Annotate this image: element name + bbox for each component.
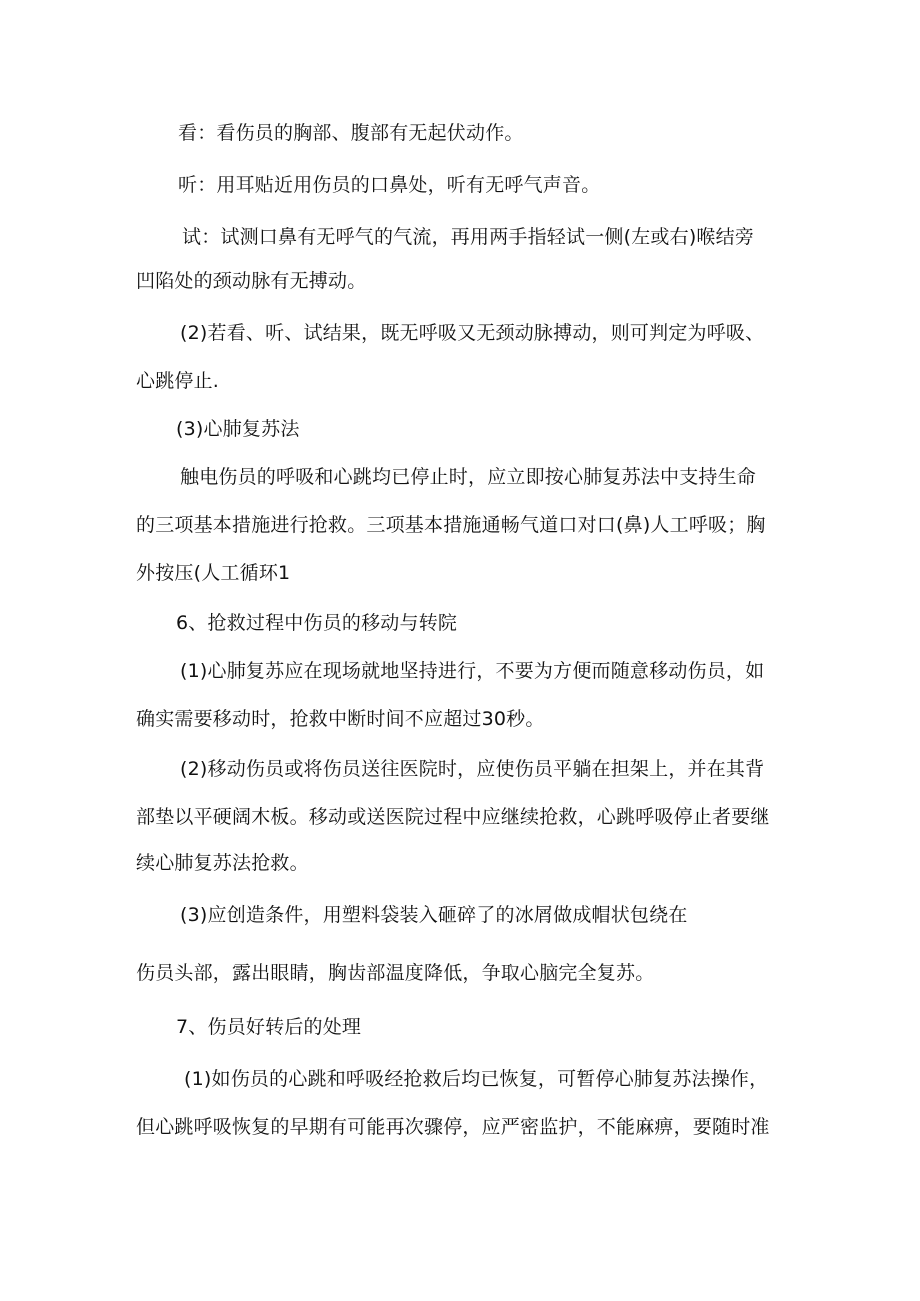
paragraph-line: 伤员头部，露出眼睛，胸齿部温度降低，争取心脑完全复苏。 — [136, 962, 655, 984]
paragraph-line: 触电伤员的呼吸和心跳均已停止时，应立即按心肺复苏法中支持生命 — [180, 466, 757, 488]
section-heading: (3)心肺复苏法 — [176, 418, 300, 440]
section-heading: 7、伤员好转后的处理 — [176, 1016, 362, 1038]
paragraph-line: (1)心肺复苏应在现场就地坚持进行，不要为方便而随意移动伤员，如 — [180, 660, 765, 682]
paragraph-line: 听：用耳贴近用伤员的口鼻处，听有无呼气声音。 — [178, 174, 601, 196]
paragraph-line: 外按压(人工循环1 — [136, 562, 291, 584]
paragraph-line: 心跳停止. — [136, 370, 220, 392]
paragraph-line: 凹陷处的颈动脉有无搏动。 — [136, 270, 367, 292]
section-heading: 6、抢救过程中伤员的移动与转院 — [176, 612, 458, 634]
paragraph-line: 部垫以平硬阔木板。移动或送医院过程中应继续抢救，心跳呼吸停止者要继 — [136, 806, 770, 828]
paragraph-line: (1)如伤员的心跳和呼吸经抢救后均已恢复，可暂停心肺复苏法操作， — [184, 1068, 769, 1090]
paragraph-line: 续心肺复苏法抢救。 — [136, 852, 309, 874]
paragraph-line: (3)应创造条件，用塑料袋装入砸碎了的冰屑做成帽状包绕在 — [180, 904, 688, 926]
paragraph-line: 确实需要移动时，抢救中断时间不应超过30秒。 — [136, 708, 545, 730]
paragraph-line: 但心跳呼吸恢复的早期有可能再次骤停，应严密监护，不能麻痹，要随时准 — [136, 1116, 770, 1138]
paragraph-line: 的三项基本措施进行抢救。三项基本措施通畅气道口对口(鼻)人工呼吸；胸 — [136, 514, 766, 536]
paragraph-line: 看：看伤员的胸部、腹部有无起伏动作。 — [178, 122, 524, 144]
paragraph-line: (2)若看、听、试结果，既无呼吸又无颈动脉搏动，则可判定为呼吸、 — [180, 322, 765, 344]
paragraph-line: (2)移动伤员或将伤员送往医院时，应使伤员平躺在担架上，并在其背 — [180, 758, 765, 780]
paragraph-line: 试：试测口鼻有无呼气的气流，再用两手指轻试一侧(左或右)喉结旁 — [182, 226, 755, 248]
